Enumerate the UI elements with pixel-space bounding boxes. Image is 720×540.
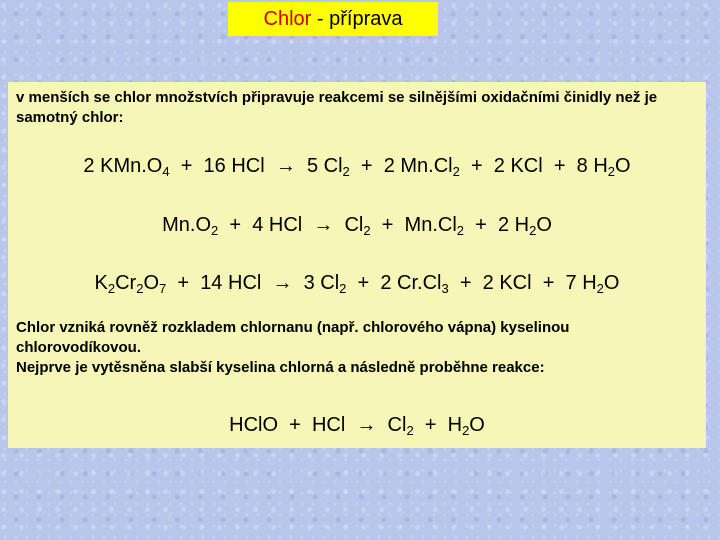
equation-k2cr2o7: $K_2Cr_2O_7 + 14$ HCl → 3 $Cl_2 + 2$ $Cr.Cl_3 + 2$ KCl + 7 $H_2O$ xyxy=(94,272,620,296)
note-line-3: Nejprve je vytěsněna slabší kyselina chlorná a následně proběhne reakce: xyxy=(16,359,545,376)
title-chlor: Chlor xyxy=(263,8,312,30)
content-panel xyxy=(8,82,706,448)
equation-hclo: HClO + HCl → $Cl_2 + H_2O$ xyxy=(229,414,485,438)
title-rest: příprava xyxy=(329,8,403,30)
equation-mno2: $Mn.O_2 + 4$ HCl → $Cl_2 + Mn.Cl_2 + 2$ $H_2O$ xyxy=(162,214,552,238)
equation-kmno4: 2 $KMn.O_4 + 16$ HCl → 5 $Cl_2 + 2$ $Mn.Cl_2 + 2$ KCl + 8 $H_2O$ xyxy=(83,155,631,179)
slide-title xyxy=(228,2,438,36)
hypochlorite-note xyxy=(16,318,696,378)
note-line-2: chlorovodíkovou. xyxy=(16,339,142,356)
note-line-1: Chlor vzniká rovněž rozkladem chlornanu (např. chlorového vápna) kyselinou xyxy=(16,319,570,336)
title-separator: - xyxy=(316,8,324,30)
intro-text: v menších se chlor množstvích připravuje reakcemi se silnějšími oxidačními činidly než je samotný chlor: xyxy=(16,89,658,126)
